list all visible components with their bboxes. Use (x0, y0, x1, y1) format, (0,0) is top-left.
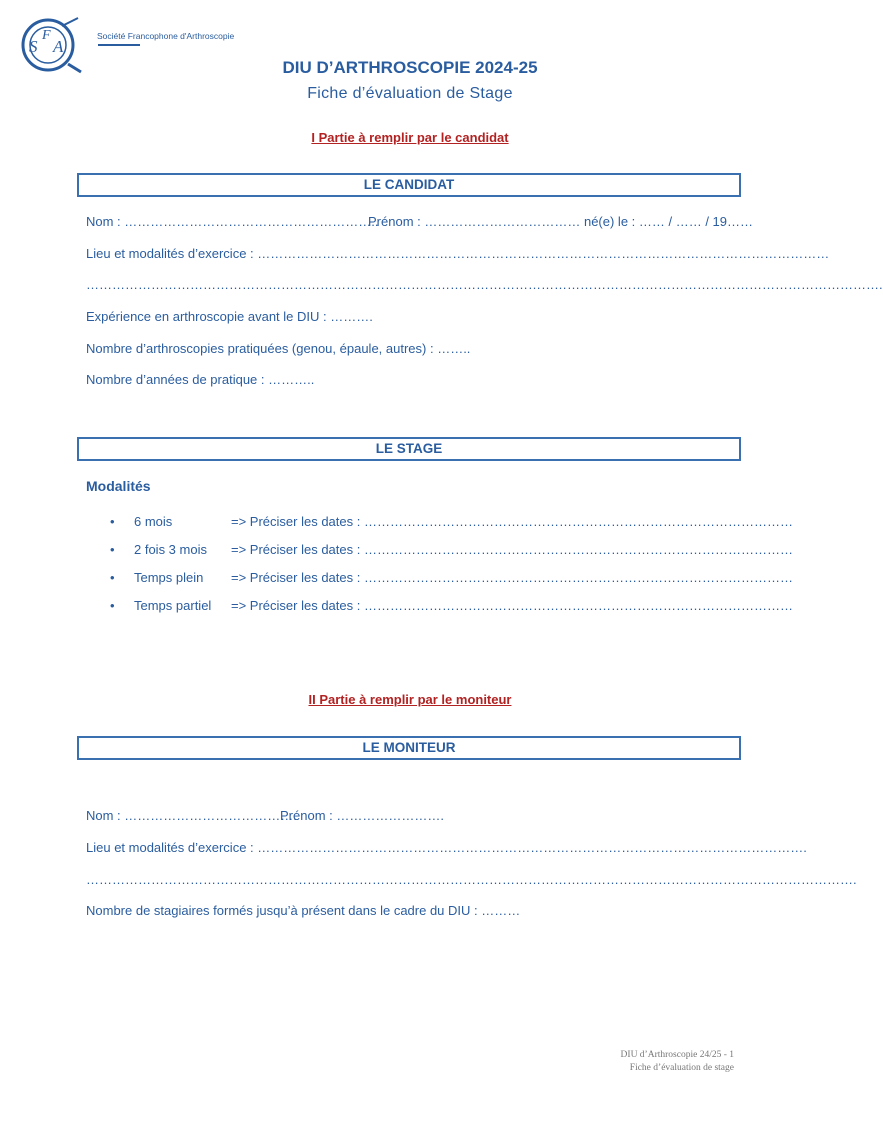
part1-heading: I Partie à remplir par le candidat (311, 130, 509, 145)
stage-option-label: Temps partiel (134, 598, 212, 613)
moniteur-prenom-field[interactable]: Prénom : ……………………. (280, 808, 444, 823)
part2-heading: II Partie à remplir par le moniteur (308, 692, 512, 707)
candidat-lieu-field[interactable]: Lieu et modalités d’exercice : …………………………………………………………………………………………………………………… (86, 246, 830, 261)
stage-option-dates-field[interactable]: => Préciser les dates : ……………………………………………………………………………………… (231, 542, 793, 557)
svg-text:F: F (42, 28, 51, 43)
org-name: Société Francophone d'Arthroscopie (97, 31, 235, 41)
page-footer (621, 1049, 734, 1075)
moniteur-nom-field[interactable]: Nom : …………………………………. (86, 808, 297, 823)
document-subtitle: Fiche d’évaluation de Stage (307, 85, 513, 102)
org-underline (98, 44, 140, 46)
moniteur-lieu-field[interactable]: Lieu et modalités d’exercice : ………………………………………………………………………………………………………………. (86, 840, 807, 855)
moniteur-stagiaires-field[interactable]: Nombre de stagiaires formés jusqu’à présent dans le cadre du DIU : ……… (86, 903, 521, 918)
bullet-icon: • (110, 570, 115, 585)
stage-option-dates-field[interactable]: => Préciser les dates : ……………………………………………………………………………………… (231, 570, 793, 585)
candidat-prenom-field[interactable]: Prénom : ……………………………… né(e) le : …… / …… / 19…… (368, 214, 754, 229)
modalites-heading: Modalités (86, 478, 151, 494)
stage-option-label: 2 fois 3 mois (134, 542, 207, 557)
bullet-icon: • (110, 542, 115, 557)
candidat-lieu-continuation[interactable]: …………………………………………………………………………………………………………………………………………………………………. (86, 277, 883, 292)
stage-option-label: Temps plein (134, 570, 204, 585)
bullet-icon: • (110, 514, 115, 529)
stage-option-dates-field[interactable]: => Préciser les dates : ……………………………………………………………………………………… (231, 598, 793, 613)
svg-text:A: A (53, 37, 64, 56)
candidat-experience-field[interactable]: Expérience en arthroscopie avant le DIU : ………. (86, 309, 373, 324)
candidat-nombre-arthro-field[interactable]: Nombre d’arthroscopies pratiquées (genou, épaule, autres) : …….. (86, 341, 471, 356)
stage-option-label: 6 mois (134, 514, 173, 529)
section-candidat: LE CANDIDAT (77, 173, 741, 197)
document-title: DIU D’ARTHROSCOPIE 2024-25 (282, 58, 538, 77)
bullet-icon: • (110, 598, 115, 613)
footer-line-1: DIU d’Arthroscopie 24/25 - 1 (620, 1050, 734, 1060)
section-moniteur: LE MONITEUR (77, 736, 741, 760)
footer-line-2: Fiche d’évaluation de stage (629, 1063, 734, 1073)
moniteur-lieu-continuation[interactable]: ……………………………………………………………………………………………………………………………………………………………. (86, 872, 857, 887)
candidat-annees-field[interactable]: Nombre d’années de pratique : ……….. (86, 372, 315, 387)
svg-text:S: S (29, 37, 38, 56)
candidat-nom-field[interactable]: Nom : ………………………………………………….. (86, 214, 379, 229)
section-stage: LE STAGE (77, 437, 741, 461)
stage-option-dates-field[interactable]: => Préciser les dates : ……………………………………………………………………………………… (231, 514, 793, 529)
